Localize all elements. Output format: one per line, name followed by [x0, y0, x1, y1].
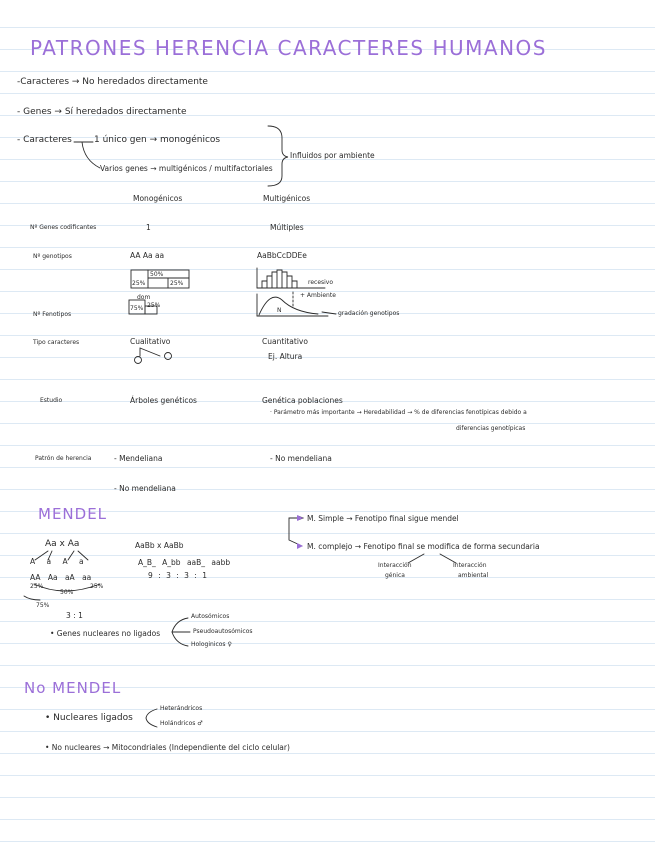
nuclear-linked-brace	[146, 709, 157, 727]
pseudoautosomal: Pseudoautosómicos	[193, 628, 253, 635]
col-header-multi: Multigénicos	[263, 194, 311, 203]
study-note-1: · Parámetro más importante → Heredabilidad → % de diferencias fenotípicas debido a	[270, 409, 527, 416]
genotypes-multi: AaBbCcDDEe	[257, 251, 307, 260]
mendel-pct-bottom: 75%	[36, 602, 50, 609]
interaction-gen-2: génica	[385, 572, 405, 579]
mendel-cross-2: AaBb x AaBb	[135, 541, 184, 550]
row-label-phenotypes: Nº Fenotipos	[33, 311, 72, 318]
mono-pct-25b: 25%	[170, 280, 184, 287]
mendel-branch	[289, 518, 302, 546]
nuclear-linked: • Nucleares ligados	[45, 713, 133, 723]
hologynic: Hologinicos ♀	[191, 641, 232, 648]
mono-pct-50: 50%	[150, 271, 164, 278]
row-label-genotypes: Nº genotipos	[33, 253, 72, 260]
mendel-simple: M. Simple → Fenotipo final sigue mendel	[307, 514, 459, 523]
mono-pct-25c: 25%	[147, 302, 161, 309]
intro-line-2: - Genes → Sí heredados directamente	[17, 107, 187, 117]
interaction-gen-1: Interacción	[378, 562, 412, 569]
interaction-env-1: Interacción	[453, 562, 487, 569]
col-header-mono: Monogénicos	[133, 194, 183, 203]
genes-mono: 1	[146, 223, 151, 232]
study-note-2: diferencias genotípicas	[456, 425, 526, 432]
intro-mono: 1 único gen → monogénicos	[94, 135, 221, 145]
intro-influence: Influidos por ambiente	[290, 151, 375, 160]
mendel-ratio-1: 3 : 1	[66, 611, 83, 620]
mono-pct-75: 75%	[130, 305, 144, 312]
genes-nuclear-unlinked: • Genes nucleares no ligados	[50, 629, 161, 638]
traits-multi: Cuantitativo	[262, 337, 308, 346]
multi-genotype-histogram	[262, 270, 297, 288]
row-label-pattern: Patrón de herencia	[35, 455, 92, 462]
arrow-caracteres-poly	[82, 142, 100, 168]
traits-mono: Cualitativo	[130, 337, 171, 346]
autosomal: Autosómicos	[191, 613, 230, 620]
phenotypes-n: N	[277, 307, 282, 314]
interaction-env-2: ambiental	[458, 572, 489, 579]
gradient-note: gradación genotipos	[338, 310, 400, 317]
dominant-label: dom	[137, 294, 151, 301]
nomendel-heading: No MENDEL	[24, 679, 122, 697]
intro-line-1: -Caracteres → No heredados directamente	[17, 77, 208, 87]
row-label-genes: Nº Genes codificantes	[30, 224, 97, 231]
mendel-gametes: A a A a	[30, 557, 84, 566]
pattern-multi: - No mendeliana	[270, 454, 332, 463]
mendel-heading: MENDEL	[38, 505, 108, 523]
recessive-label: recesivo	[308, 279, 334, 286]
row-label-study: Estudio	[40, 397, 63, 404]
nuclear-unlinked-brace	[172, 618, 188, 646]
mendel-pct-right: 25%	[90, 583, 104, 590]
mendel-cross-1: Aa x Aa	[45, 539, 80, 549]
mendel-complex: M. complejo → Fenotipo final se modifica de forma secundaria	[307, 542, 540, 551]
qualitative-icon-a	[135, 357, 142, 364]
pattern-mono-2: - No mendeliana	[114, 484, 176, 493]
study-multi: Genética poblaciones	[262, 396, 343, 405]
mendel-ratio-2: 9 : 3 : 3 : 1	[148, 571, 207, 580]
intro-line-3-label: - Caracteres	[17, 135, 72, 145]
genes-multi: Múltiples	[270, 223, 304, 232]
ambiente-label: + Ambiente	[300, 292, 336, 299]
traits-example: Ej. Altura	[268, 352, 303, 361]
row-label-traits: Tipo caracteres	[33, 339, 80, 346]
multi-phenotype-curve	[259, 297, 318, 315]
study-mono: Árboles genéticos	[130, 396, 197, 405]
mendel-classes-2: A_B_ A_bb aaB_ aabb	[138, 558, 231, 567]
mono-pct-25a: 25%	[132, 280, 146, 287]
page-title: PATRONES HERENCIA CARACTERES HUMANOS	[30, 36, 547, 60]
intro-poly: Varios genes → multigénicos / multifactoriales	[100, 164, 273, 173]
mendel-pct-left: 25%	[30, 583, 44, 590]
mendel-offspring: AA Aa aA aa	[30, 573, 92, 582]
qualitative-icon-b	[165, 353, 172, 360]
pattern-mono: - Mendeliana	[114, 454, 163, 463]
holandric: Holándricos ♂	[160, 720, 203, 727]
non-nuclear: • No nucleares → Mitocondriales (Independiente del ciclo celular)	[45, 743, 290, 752]
mendel-pct-mid: 50%	[60, 589, 74, 596]
heterandric: Heterándricos	[160, 705, 203, 712]
genotypes-mono: AA Aa aa	[130, 251, 165, 260]
influence-brace	[268, 126, 288, 186]
